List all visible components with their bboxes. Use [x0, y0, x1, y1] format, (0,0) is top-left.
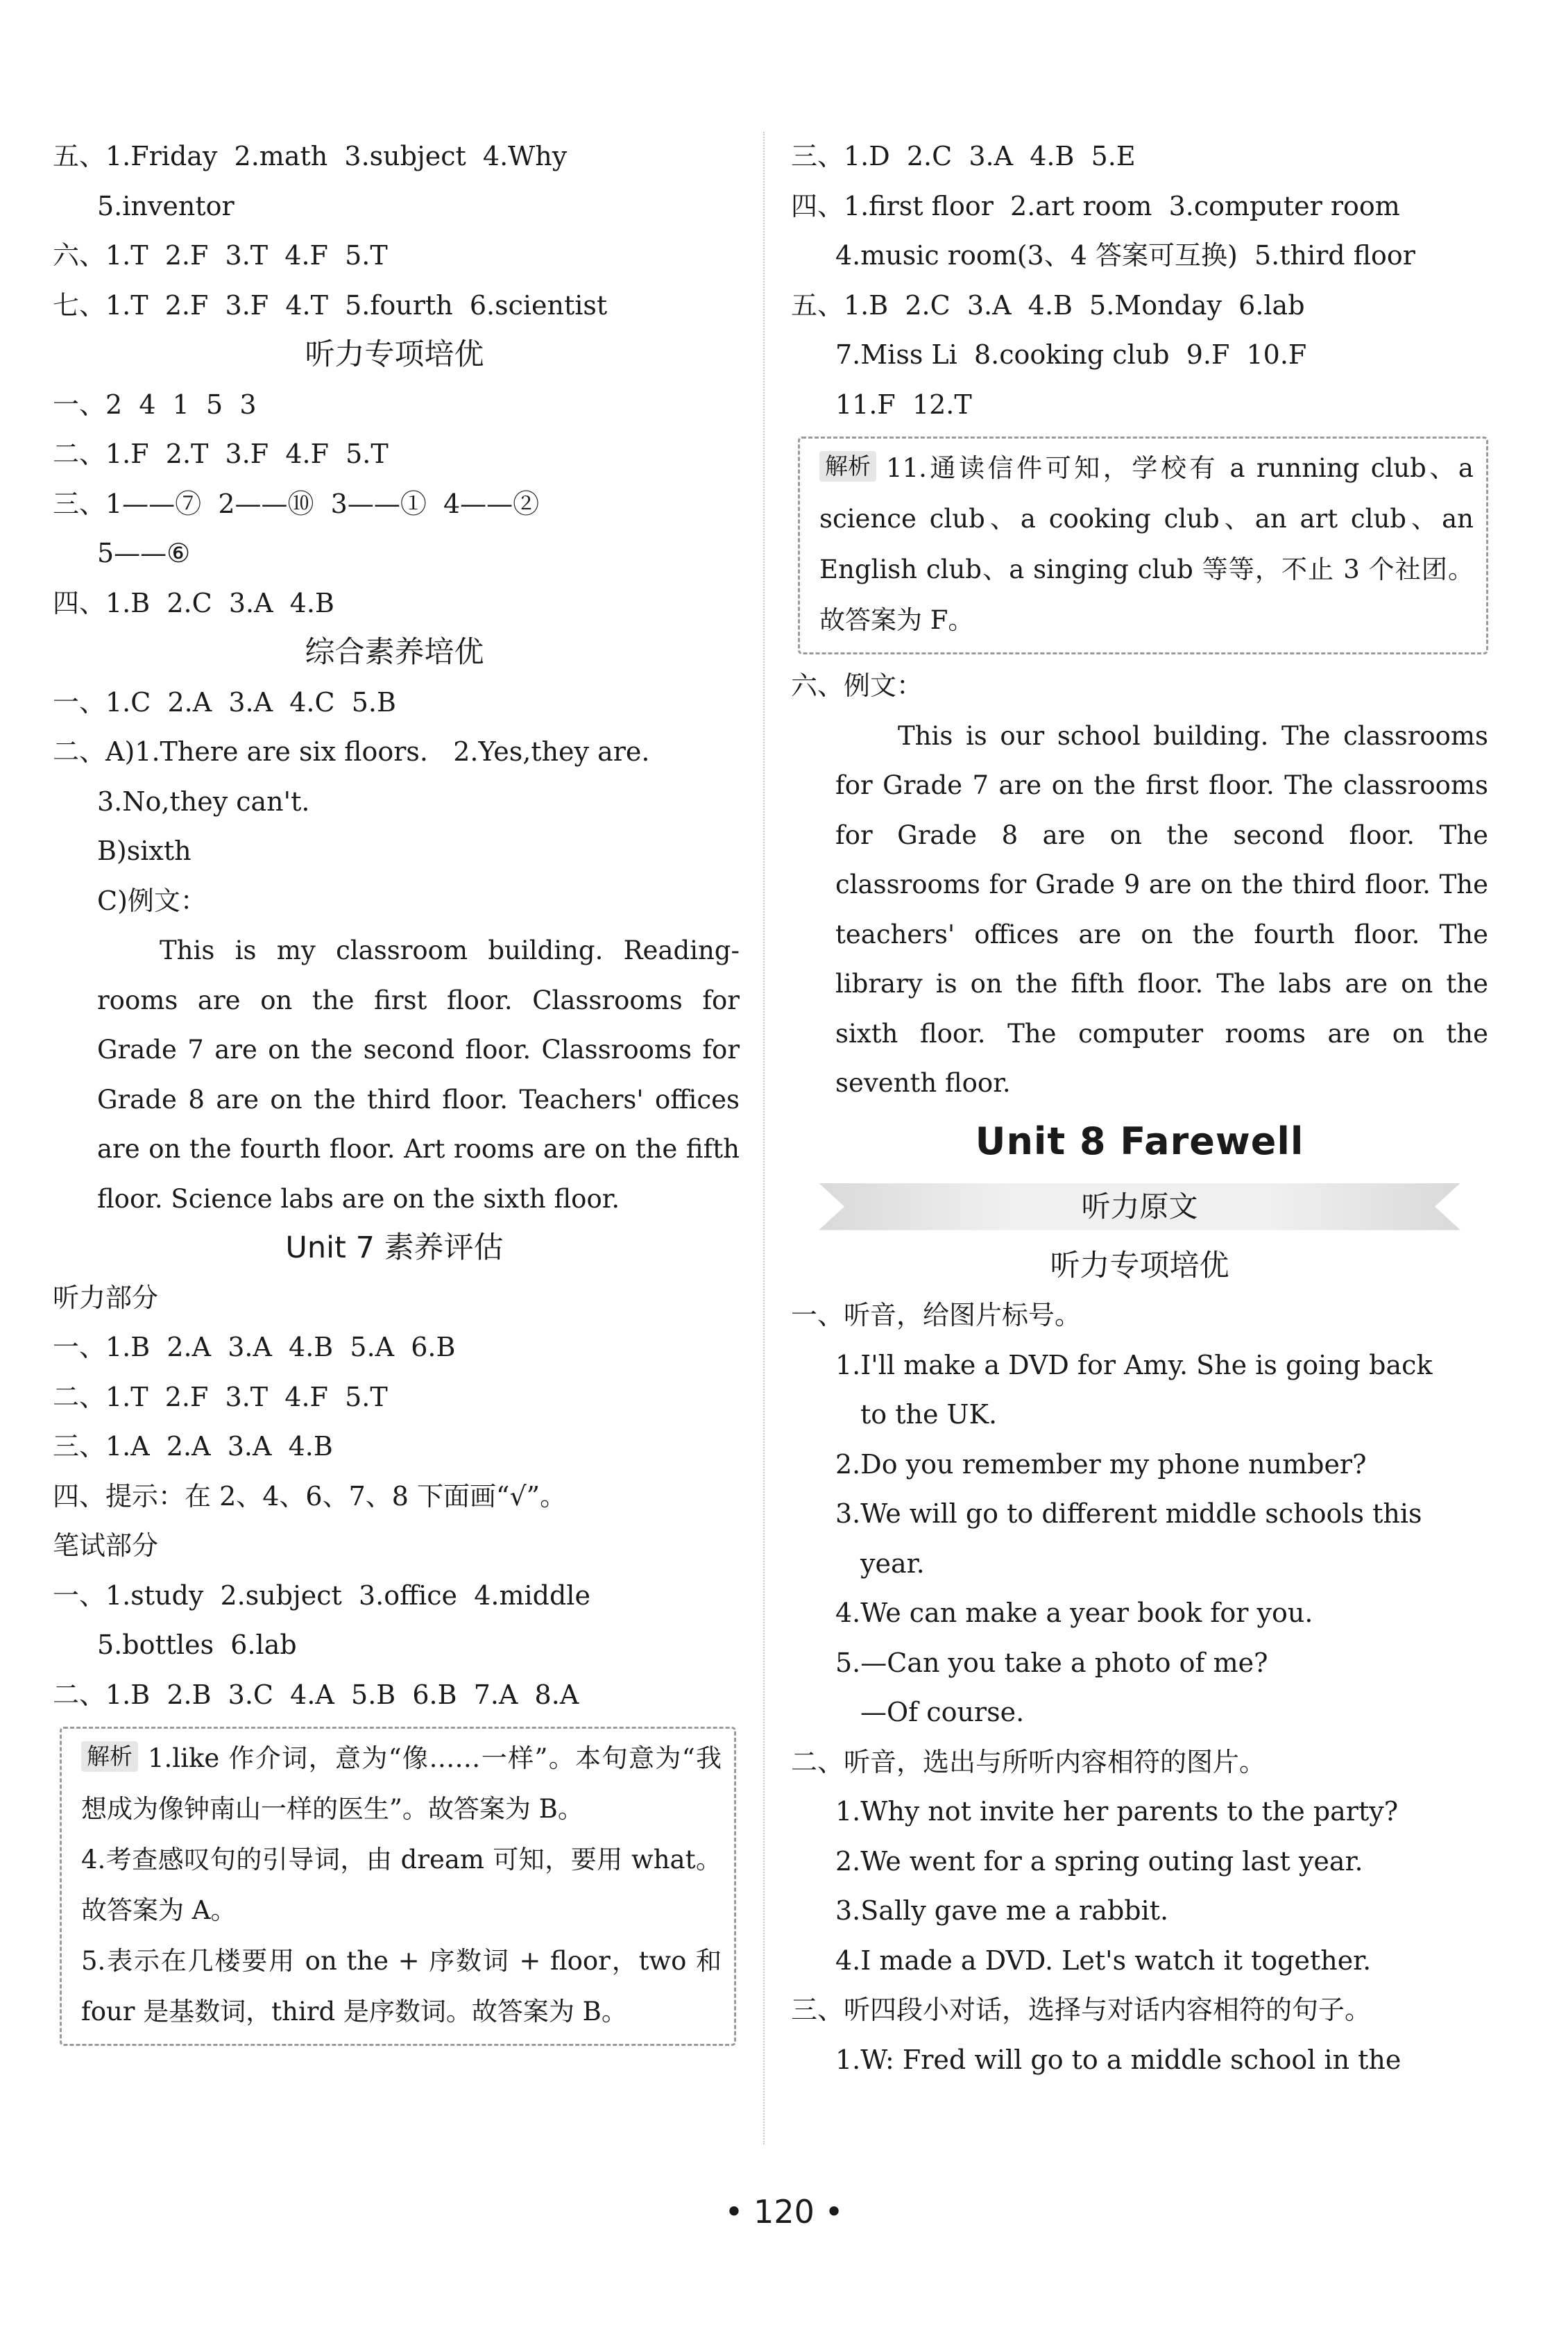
column-divider	[763, 132, 765, 2144]
answer-line: 四、1.first floor 2.art room 3.computer room	[791, 190, 1400, 221]
transcript-line: 3.We will go to different middle schools this	[835, 1498, 1422, 1529]
section-heading-unit7: Unit 7 素养评估	[285, 1230, 504, 1265]
analysis-text: 11.通读信件可知，学校有 a running club、a science club、a cooking club、an art club、an English club、a singing club 等等，不止 3 个社团。故答案为 F。	[819, 453, 1474, 635]
answer-line: 二、A)1.There are six floors. 2.Yes,they are.	[53, 736, 650, 767]
answer-line: 五、1.B 2.C 3.A 4.B 5.Monday 6.lab	[791, 289, 1305, 321]
answer-line: 五、1.Friday 2.math 3.subject 4.Why	[53, 141, 568, 171]
answer-line: 5——⑥	[97, 538, 191, 568]
answer-line: 二、1.F 2.T 3.F 4.F 5.T	[53, 439, 389, 469]
answer-line: B)sixth	[97, 836, 191, 866]
analysis-paragraph: 4.考查感叹句的引导词，由 dream 可知，要用 what。故答案为 A。	[81, 1845, 722, 1925]
answer-line: C)例文：	[97, 885, 207, 916]
unit-title: Unit 8 Farewell	[975, 1119, 1304, 1163]
subheading-written-part: 笔试部分	[53, 1530, 159, 1561]
answer-line: 一、1.study 2.subject 3.office 4.middle	[53, 1580, 590, 1611]
answer-line: 七、1.T 2.F 3.F 4.T 5.fourth 6.scientist	[53, 289, 608, 321]
subheading-listening-part: 听力部分	[53, 1282, 159, 1313]
analysis-paragraph	[819, 443, 1474, 645]
answer-line: 六、1.T 2.F 3.T 4.F 5.T	[53, 240, 388, 271]
sample-essay: This is my classroom building. Reading-rooms are on the first floor. Classrooms for Grade 7 are on the second floor. Classrooms for Grade 8 are on the third floor. Teachers' offices are on the fourth floor. Art rooms are on the fifth floor. Science labs are on the sixth floor.	[97, 936, 740, 1214]
answer-line: 7.Miss Li 8.cooking club 9.F 10.F	[835, 339, 1307, 370]
transcript-line: 1.Why not invite her parents to the party?	[835, 1796, 1399, 1827]
analysis-tag: 解析	[819, 451, 876, 482]
analysis-note-box	[60, 1727, 736, 2046]
transcript-line: year.	[860, 1548, 925, 1579]
answer-line: 5.bottles 6.lab	[97, 1630, 297, 1660]
answer-line: 4.music room(3、4 答案可互换) 5.third floor	[835, 240, 1415, 271]
answer-line: 四、提示：在 2、4、6、7、8 下面画“√”。	[53, 1480, 567, 1512]
answer-line: 二、1.T 2.F 3.T 4.F 5.T	[53, 1381, 388, 1412]
transcript-banner	[791, 1178, 1488, 1237]
answer-line: 三、1.D 2.C 3.A 4.B 5.E	[791, 141, 1136, 171]
left-column	[53, 132, 740, 2053]
analysis-note-box	[798, 437, 1488, 654]
banner-label: 听力原文	[1081, 1189, 1198, 1224]
section-heading-listening: 听力专项培优	[305, 337, 484, 372]
answer-line: 11.F 12.T	[835, 389, 972, 420]
answer-line: 一、1.C 2.A 3.A 4.C 5.B	[53, 686, 396, 718]
answer-line: 三、1.A 2.A 3.A 4.B	[53, 1431, 333, 1462]
answer-line: 一、1.B 2.A 3.A 4.B 5.A 6.B	[53, 1332, 456, 1362]
answer-line: 5.inventor	[97, 190, 235, 221]
transcript-line: to the UK.	[860, 1399, 998, 1430]
transcript-line: 2.We went for a spring outing last year.	[835, 1845, 1363, 1877]
answer-line: 三、1——⑦ 2——⑩ 3——① 4——②	[53, 488, 540, 519]
analysis-paragraph: 5.表示在几楼要用 on the + 序数词 + floor，two 和 four 是基数词，third 是序数词。故答案为 B。	[81, 1946, 722, 2026]
right-column	[791, 132, 1488, 2085]
page-number: • 120 •	[724, 2193, 844, 2231]
question-label: 三、听四段小对话，选择与对话内容相符的句子。	[791, 1995, 1372, 2025]
transcript-line: —Of course.	[860, 1697, 1025, 1727]
answer-line: 一、2 4 1 5 3	[53, 389, 257, 420]
question-label: 二、听音，选出与所听内容相符的图片。	[791, 1746, 1266, 1777]
transcript-line: 4.I made a DVD. Let's watch it together.	[835, 1945, 1372, 1976]
transcript-line: 2.Do you remember my phone number?	[835, 1448, 1367, 1480]
section-label: 六、例文：	[791, 670, 923, 701]
transcript-line: 1.W: Fred will go to a middle school in the	[835, 2044, 1401, 2075]
transcript-line: 1.I'll make a DVD for Amy. She is going back	[835, 1349, 1433, 1380]
sample-essay: This is our school building. The classrooms for Grade 7 are on the first floor. The classrooms for Grade 8 are on the second floor. The classrooms for Grade 9 are on the third floor. The teachers' offices are on the fourth floor. The library is on the fifth floor. The labs are on the sixth floor. The computer rooms are on the seventh floor.	[835, 720, 1488, 1098]
section-heading-listening: 听力专项培优	[1050, 1248, 1229, 1283]
answer-line: 四、1.B 2.C 3.A 4.B	[53, 587, 334, 618]
transcript-line: 5.—Can you take a photo of me?	[835, 1647, 1268, 1678]
answer-line: 3.No,they can't.	[97, 786, 310, 817]
analysis-text: 1.like 作介词，意为“像……一样”。本句意为“我想成为像钟南山一样的医生”。故答案为 B。	[81, 1743, 722, 1824]
analysis-tag: 解析	[81, 1741, 138, 1772]
section-heading-comprehensive: 综合素养培优	[305, 635, 484, 670]
analysis-paragraph	[81, 1733, 722, 1834]
transcript-line: 4.We can make a year book for you.	[835, 1598, 1313, 1628]
question-label: 一、听音，给图片标号。	[791, 1300, 1082, 1330]
transcript-line: 3.Sally gave me a rabbit.	[835, 1895, 1169, 1926]
answer-line: 二、1.B 2.B 3.C 4.A 5.B 6.B 7.A 8.A	[53, 1679, 579, 1710]
